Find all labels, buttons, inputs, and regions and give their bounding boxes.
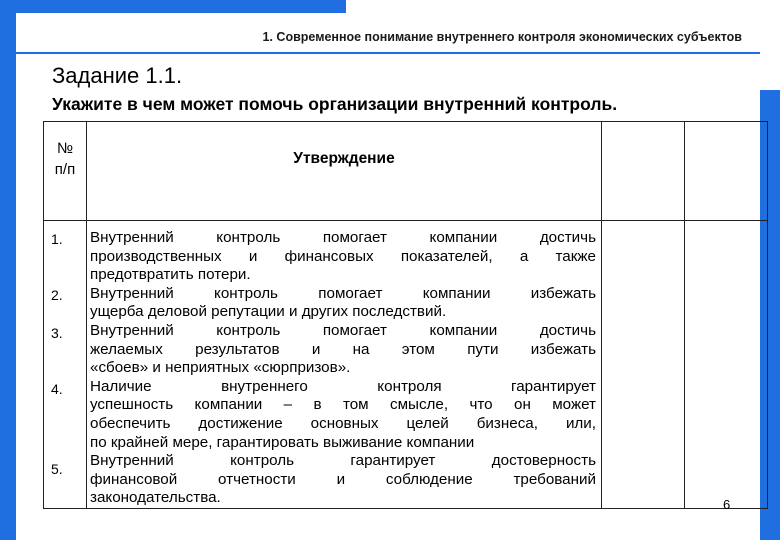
statement-line: обеспечить достижение основных целей бизнеса, или, [90,414,596,432]
col-number-label-line: п/п [54,161,76,178]
task-title: Задание 1.1. [52,63,183,88]
statement-line: желаемых результатов и на этом пути избежать [90,340,596,358]
row-numbers-cell [44,221,87,509]
statements-table [43,121,768,509]
top-accent-bar [0,0,346,13]
answer-col-2-cell[interactable] [685,221,768,509]
left-accent-bar [0,0,16,540]
col-statement-header: Утверждение [87,122,602,221]
statement-line: Внутренний контроль помогает компании достичь [90,229,596,246]
statement-line: финансовой отчетности и соблюдение требований [90,470,596,488]
row-number: 5. [51,461,63,477]
table-header-row [44,122,768,221]
answer-col-2-header[interactable] [685,122,768,221]
slide-header: 1. Современное понимание внутреннего контроля экономических субъектов [262,30,742,44]
answer-col-1-header[interactable] [602,122,685,221]
table-body-row [44,221,768,509]
task-prompt: Укажите в чем может помочь организации внутренний контроль. [52,94,618,114]
statement-line: «сбоев» и неприятных «сюрпризов». [90,359,351,377]
statement-line: Внутренний контроль гарантирует достоверность [90,452,596,470]
row-number: 4. [51,381,63,397]
statement-line: производственных и финансовых показателей, а также [90,247,596,265]
statements-cell [87,221,602,509]
col-number-label-line: № [56,140,74,157]
row-number: 1. [51,231,63,247]
col-number-header [44,122,87,221]
statement-line: законодательства. [90,489,221,507]
row-number: 2. [51,287,63,303]
statement-line: предотвратить потери. [90,266,251,284]
col-number-label [44,138,86,180]
statement-line: ущерба деловой репутации и других последствий. [90,303,447,321]
statement-line: Внутренний контроль помогает компании избежать [90,284,596,302]
page-number: 6 [723,497,731,512]
row-number: 3. [51,325,63,341]
header-divider [16,52,760,54]
statement-line: по крайней мере, гарантировать выживание компании [90,433,475,451]
answer-col-1-cell[interactable] [602,221,685,509]
statement-line: Наличие внутреннего контроля гарантирует [90,377,596,395]
statement-line: успешность компании – в том смысле, что он может [90,396,596,414]
statement-line: Внутренний контроль помогает компании достичь [90,321,596,339]
